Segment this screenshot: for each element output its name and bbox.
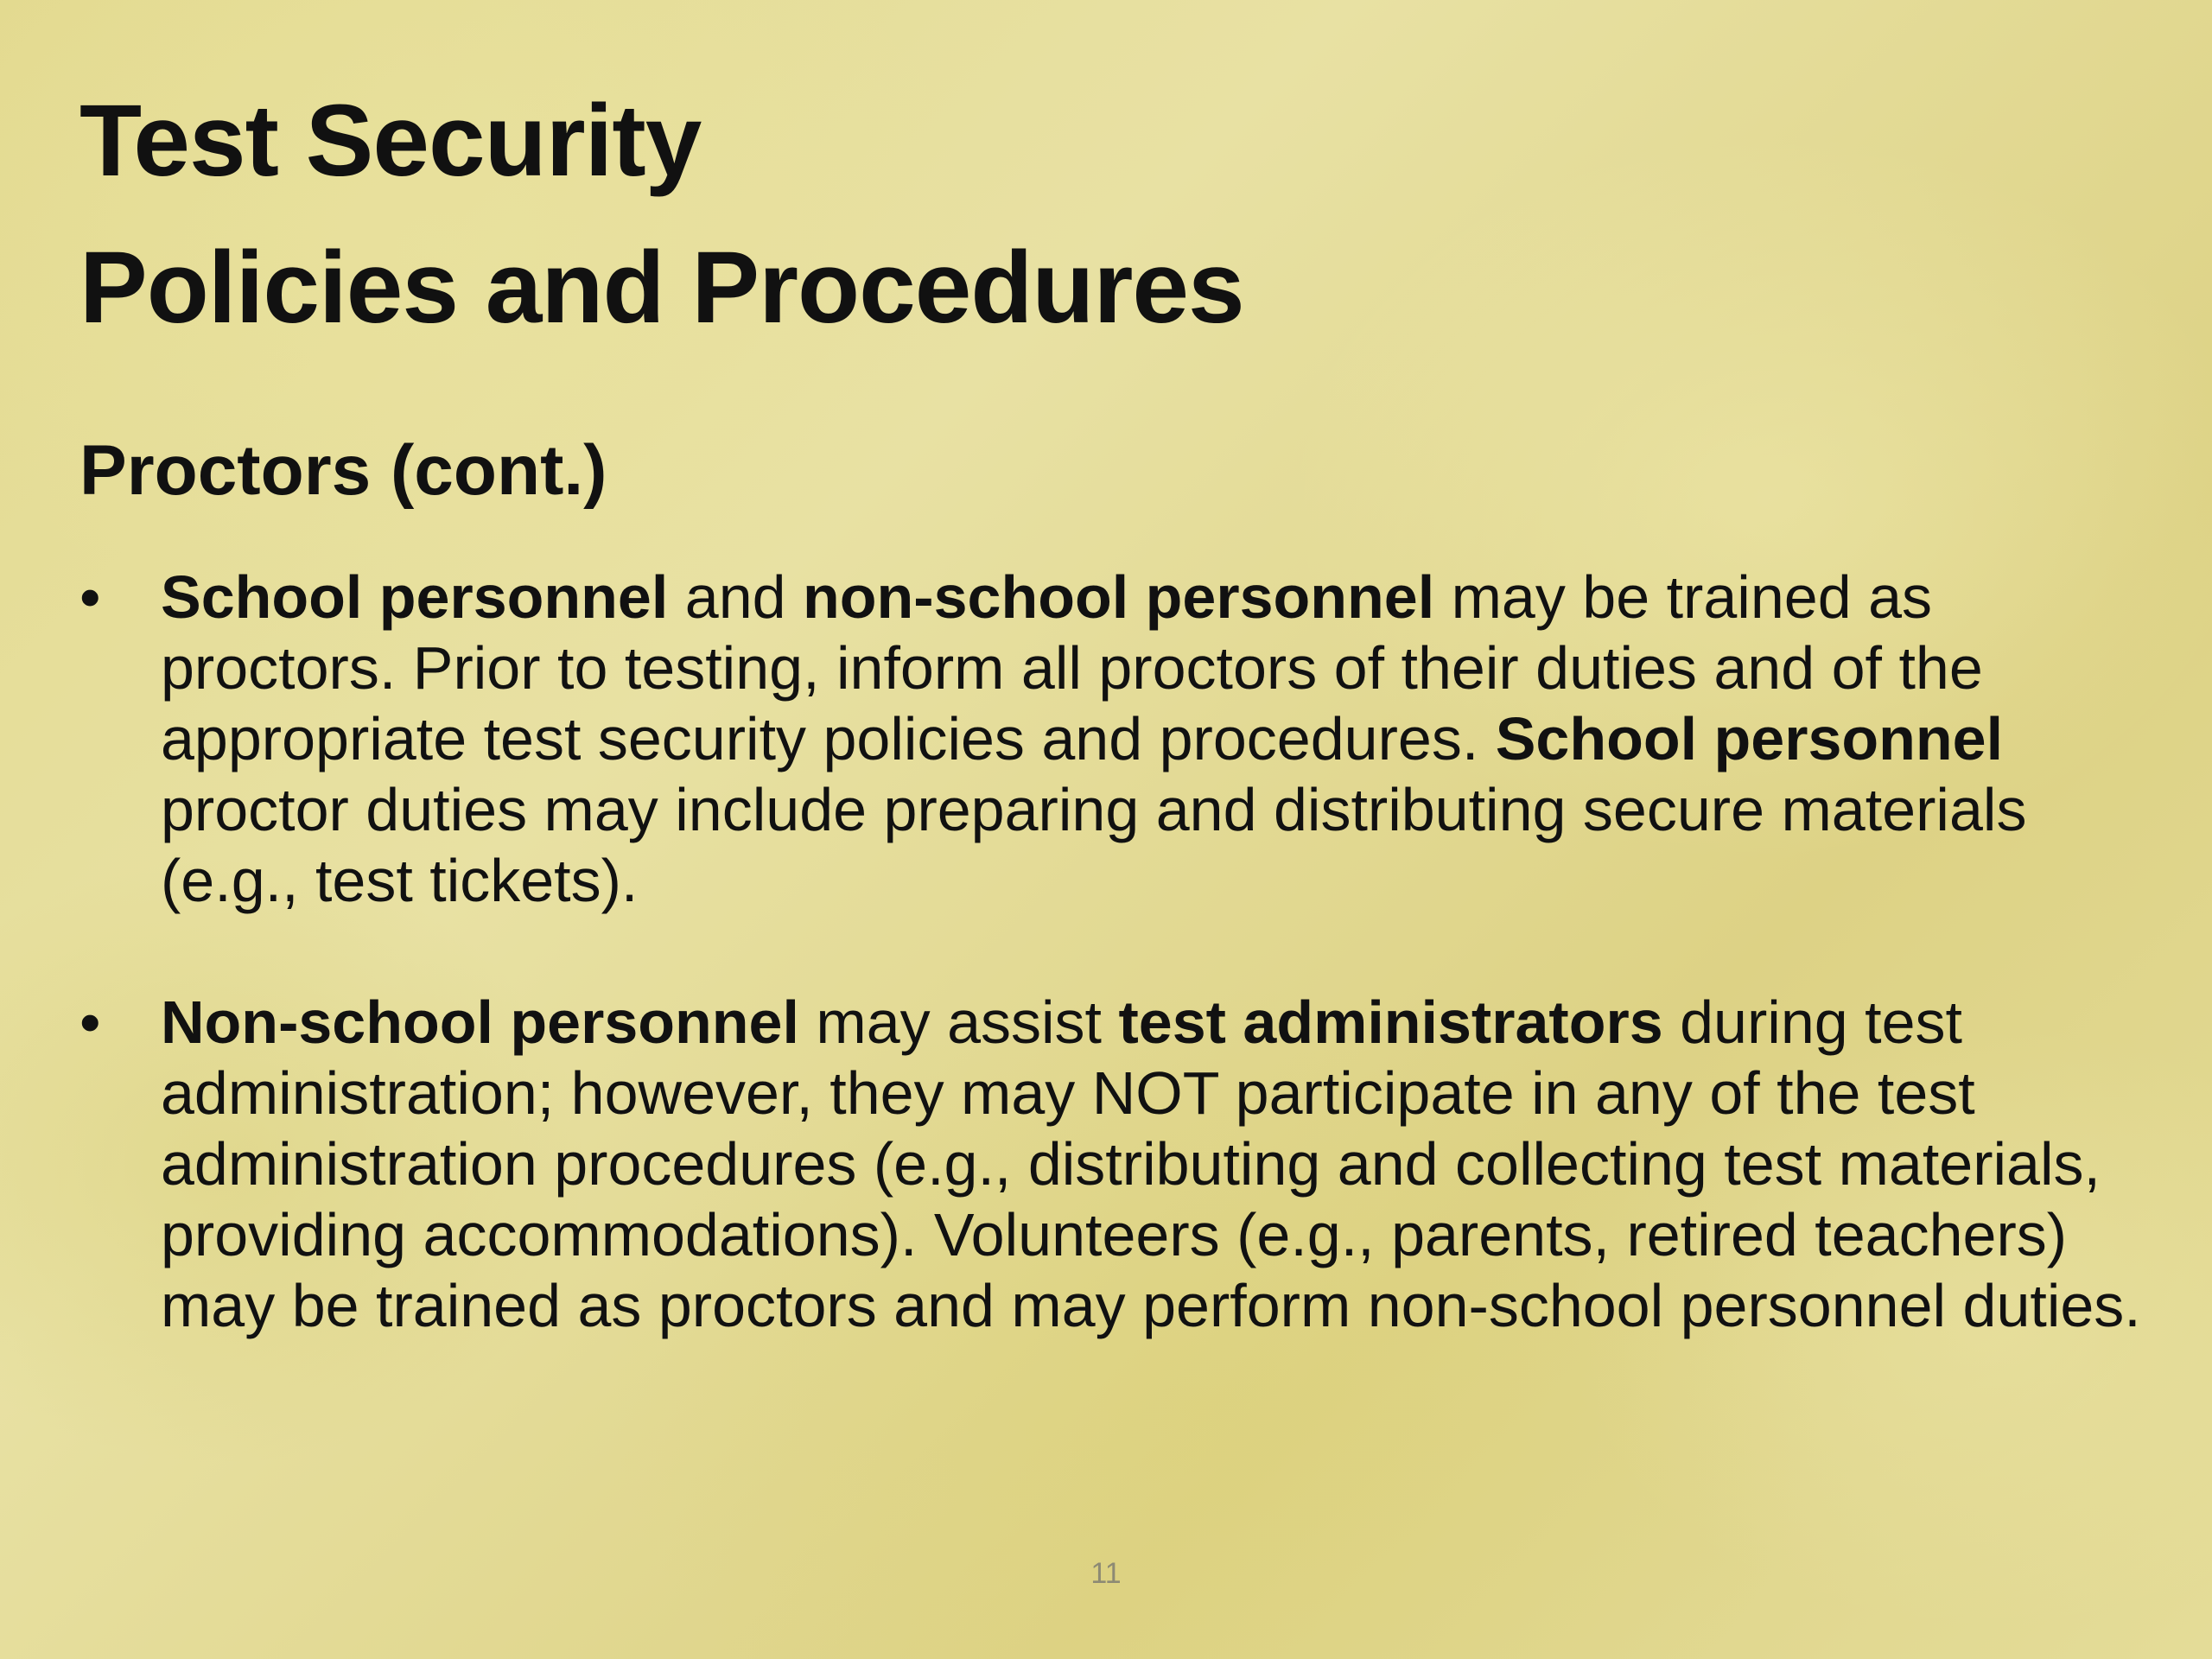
body-text: may assist bbox=[798, 988, 1119, 1056]
bullet-item-2 bbox=[79, 987, 2171, 1341]
slide-subtitle: Proctors (cont.) bbox=[79, 431, 607, 510]
bullet-point-icon: • bbox=[79, 988, 101, 1056]
slide-title-line-1: Test Security bbox=[79, 84, 702, 198]
slide-title bbox=[79, 67, 1244, 361]
bullet-point-icon: • bbox=[79, 563, 101, 631]
body-text: during test administration; however, they may NOT participate in any of the test administration procedures (e.g., distributing and collecting test materials, providing accommodations). Volunteers (e.g., parents, retired teachers) may be trained as proctors and may perform non-school personnel duties. bbox=[161, 988, 2141, 1339]
slide-title-line-2: Policies and Procedures bbox=[79, 231, 1244, 345]
bold-term: test administrators bbox=[1118, 988, 1663, 1056]
bold-term: School personnel bbox=[161, 563, 669, 631]
bullet-text-2 bbox=[161, 988, 2141, 1339]
body-text: and bbox=[668, 563, 804, 631]
body-text: proctor duties may include preparing and distributing secure materials (e.g., test tickets). bbox=[161, 776, 2027, 914]
bold-term: non-school personnel bbox=[803, 563, 1435, 631]
bullet-text-1 bbox=[161, 563, 2026, 914]
bold-term: Non-school personnel bbox=[161, 988, 799, 1056]
bullet-item-1 bbox=[79, 562, 2171, 916]
bullet-list bbox=[79, 562, 2171, 1412]
bold-term: School personnel bbox=[1495, 705, 2004, 772]
slide-page-number: 11 bbox=[1090, 1557, 1122, 1590]
body-text: may be trained as proctors. Prior to testing, inform all proctors of their duties and of the appropriate test security policies and procedures. bbox=[161, 563, 1983, 772]
